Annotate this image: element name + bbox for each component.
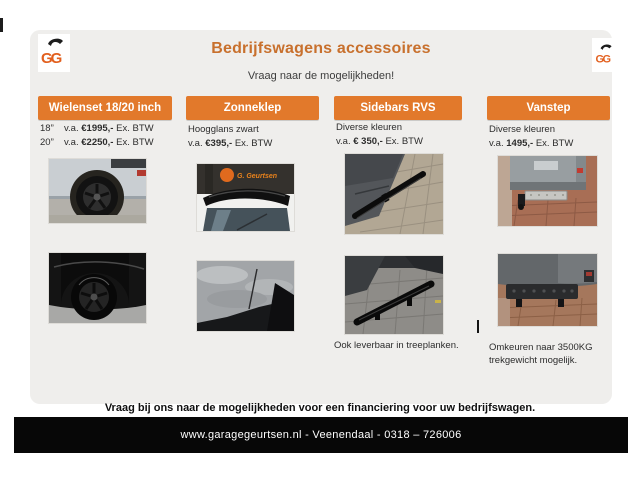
price-row: v.a. €395,- Ex. BTW xyxy=(188,138,273,149)
product-variant: Diverse kleuren xyxy=(489,124,555,135)
product-variant: Hoogglans zwart xyxy=(188,124,259,135)
vanstep-photo-2 xyxy=(497,253,598,327)
wheel-size: 20” xyxy=(40,137,54,148)
price-value: € 350,- xyxy=(353,136,383,147)
column-header-wielenset: Wielenset 18/20 inch xyxy=(38,96,172,120)
vanstep-note: Omkeuren naar 3500KG trekgewicht mogelijk. xyxy=(489,342,593,366)
page-title: Bedrijfswagens accessoires xyxy=(211,40,431,57)
price-value: 1495,- xyxy=(506,138,534,149)
price-value: €395,- xyxy=(205,138,233,149)
svg-text:GG: GG xyxy=(595,53,610,66)
column-header-zonneklep: Zonneklep xyxy=(186,96,319,120)
sidebars-photo-2 xyxy=(344,255,444,335)
screen-edge-artifact xyxy=(0,18,3,32)
column-header-sidebars: Sidebars RVS xyxy=(334,96,462,120)
svg-text:GG: GG xyxy=(41,50,61,67)
contact-bar: www.garagegeurtsen.nl - Veenendaal - 0318 – 726006 xyxy=(14,417,628,453)
text-cursor-artifact xyxy=(477,320,479,333)
column-header-vanstep: Vanstep xyxy=(487,96,610,120)
price-row: v.a. € 350,- Ex. BTW xyxy=(336,136,423,147)
price-row: 18” v.a. €1995,- Ex. BTW xyxy=(40,123,154,134)
zonneklep-photo-sign xyxy=(196,163,295,232)
wheelset-photo-silver-van xyxy=(48,158,147,224)
wielenset-prices xyxy=(40,122,154,150)
content-panel xyxy=(30,30,612,404)
price-value: €2250,- xyxy=(81,137,114,148)
product-variant: Diverse kleuren xyxy=(336,122,402,133)
financing-line: Vraag bij ons naar de mogelijkheden voor een financiering voor uw bedrijfswagen. xyxy=(104,402,536,414)
price-row: 20” v.a. €2250,- Ex. BTW xyxy=(40,137,154,148)
wheelset-photo-black-car xyxy=(48,252,147,324)
zonneklep-info xyxy=(188,123,272,151)
price-value: €1995,- xyxy=(81,123,114,134)
wheel-size: 18” xyxy=(40,123,54,134)
vanstep-info xyxy=(489,123,573,151)
price-row: v.a. 1495,- Ex. BTW xyxy=(489,138,574,149)
vanstep-photo-1 xyxy=(497,155,598,227)
zonneklep-photo-sky xyxy=(196,260,295,332)
sidebars-photo-1 xyxy=(344,153,444,235)
page-subtitle: Vraag naar de mogelijkheden! xyxy=(247,70,395,82)
sidebars-info xyxy=(336,121,423,149)
dealer-sign-text: G. Geurtsen xyxy=(237,173,278,180)
sidebars-note: Ook leverbaar in treeplanken. xyxy=(334,340,459,351)
